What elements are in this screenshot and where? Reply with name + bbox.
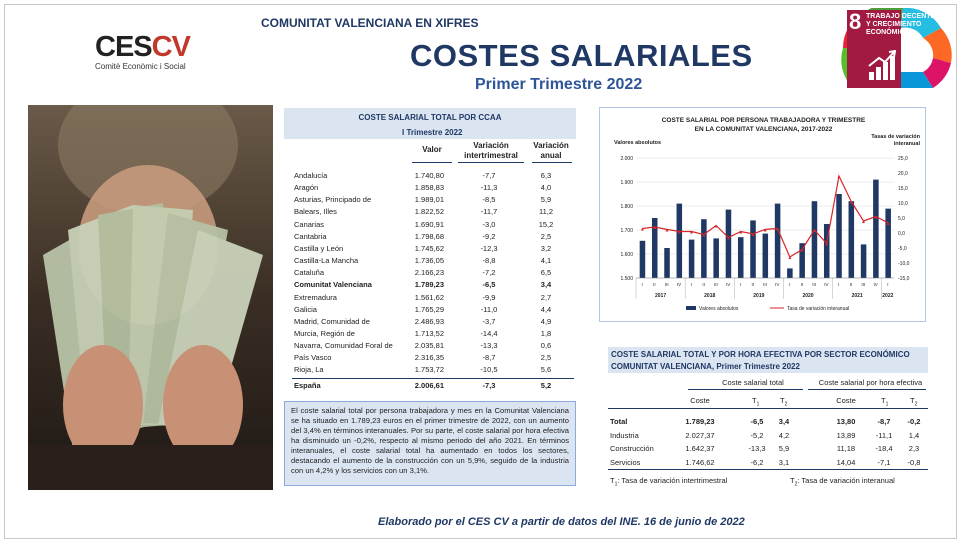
x-tick-label: III [812,282,817,287]
x-tick-label: II [702,282,705,287]
x-tick-label: IV [676,282,682,287]
sector-title-line1: COSTE SALARIAL TOTAL Y POR HORA EFECTIVA POR SECTOR ECONÓMICO [611,350,910,359]
sector-cell-name: Industria [610,430,639,440]
ccaa-row [294,183,574,195]
sector-cell-c2: 14,04 [836,457,856,467]
kicker: COMUNITAT VALENCIANA EN XIFRES [261,16,479,30]
y-tick-label: 1.500 [620,276,633,282]
ccaa-row [294,293,574,305]
ccaa-cell-name: Cantabria [294,231,327,241]
group-rule [808,389,926,390]
ccaa-cell-inter: -6,5 [482,280,496,290]
note-t2 [790,476,895,488]
chart-y2label-line2: interanual [893,141,920,147]
footer-credit: Elaborado por el CES CV a partir de datos del INE. 16 de junio de 2022 [378,516,745,528]
x-tick-label: III [861,282,866,287]
note-t2-text: : Tasa de variación interanual [797,476,895,485]
bar [640,241,646,278]
sector-cell-name: Construcción [610,444,654,453]
year-label: 2018 [704,293,716,299]
sector-col-coste-1: Coste [690,396,710,405]
y2-tick-label: 15,0 [898,186,908,192]
x-tick-label: III [763,282,767,287]
growth-chart-icon [867,50,897,82]
note-t1 [610,476,727,488]
ccaa-cell-valor: 1.822,52 [414,207,444,217]
rate-point: ▲ [664,227,670,234]
year-label: 2017 [655,293,667,299]
y2-tick-label: 0,0 [898,231,905,237]
rate-point: ▲ [639,226,645,233]
ccaa-cell-anual: 15,2 [538,219,554,229]
ccaa-cell-name: Canarias [294,219,325,229]
ccaa-cell-inter: -8,8 [482,256,496,266]
logo-text-ces: CES [95,31,152,63]
ccaa-cell-name: Murcia, Región de [294,328,355,338]
note-t1-letter: T [610,476,615,485]
ccaa-cell-inter: -14,4 [480,328,498,338]
ccaa-cell-name: Cataluña [294,268,325,278]
ccaa-row [294,353,574,365]
rate-point: ▲ [725,235,731,242]
ccaa-cell-inter: -3,0 [482,219,496,229]
t2-sub: 2 [784,401,788,408]
ccaa-row [294,171,574,183]
ccaa-cell-inter: -9,9 [482,292,496,302]
rate-point: ▲ [799,247,805,254]
ccaa-cell-valor: 1.765,29 [414,304,444,314]
sector-col-t2-2 [910,396,917,408]
bar [836,194,842,278]
rate-point: ▲ [824,241,830,248]
sector-cell-t1b: -11,1 [875,430,893,440]
rate-point: ▲ [811,228,817,234]
x-tick-label: II [751,282,754,287]
y2-tick-label: 5,0 [898,216,905,222]
y2-tick-label: -10,0 [898,261,910,267]
ccaa-cell-anual: 2,7 [540,292,552,302]
rate-point: ▲ [713,223,719,230]
bar [861,244,867,278]
ccaa-cell-inter: -11,7 [480,207,498,217]
ccaa-cell-name: Castilla y León [294,243,344,253]
legend-label: Valores absolutos [699,306,739,312]
header-rule [458,162,524,163]
ccaa-cell-valor: 1.989,01 [414,195,444,205]
chart-svg [600,108,927,323]
sector-cell-t1a: -6,5 [750,417,764,426]
y2-tick-label: 10,0 [898,201,908,207]
sector-cell-c2: 13,89 [836,430,856,440]
ccaa-cell-anual: 4,0 [540,183,552,193]
t1-sub: 1 [885,401,889,408]
logo-subtitle: Comitè Econòmic i Social [95,62,186,71]
ccaa-row [294,280,574,292]
col-var-inter-line1: Variación [473,141,509,150]
cescv-logo [95,31,190,71]
sector-cell-t2a: 4,2 [778,430,790,440]
ccaa-cell-inter: -3,7 [482,316,496,326]
sector-cell-t2b: -0,2 [907,417,921,426]
ccaa-row [294,207,574,219]
note-t1-text: : Tasa de variación intertrimestral [617,476,728,485]
bar [738,237,744,278]
note-t2-letter: T [790,476,795,485]
x-tick-label: I [838,282,840,287]
t1-letter: T [752,396,757,405]
x-tick-label: IV [726,282,731,287]
y-tick-label: 1.900 [620,180,633,186]
ccaa-cell-valor: 1.753,72 [414,365,444,375]
col-var-anual-line2: anual [540,151,562,160]
bar [812,201,818,278]
ccaa-cell-valor: 2.486,93 [414,316,444,326]
y2-tick-label: 25,0 [898,156,908,162]
ccaa-cell-name: Navarra, Comunidad Foral de [294,341,393,351]
sector-cell-t1b: -7,1 [877,457,891,467]
total-rule [292,378,574,379]
x-tick-label: I [690,282,692,287]
ccaa-cell-anual: 4,9 [540,316,552,326]
y-tick-label: 1.700 [620,228,633,234]
x-tick-label: I [887,282,889,287]
ccaa-cell-anual: 5,6 [540,365,552,375]
sector-table-title [608,347,928,373]
sector-cell-name: Servicios [610,457,641,467]
footer-rule [608,469,928,470]
ccaa-row [294,341,574,353]
group-rule [688,389,803,390]
sector-cell-t2b: -0,8 [907,457,921,467]
sector-cell-t1a: -5,2 [750,430,764,440]
ccaa-cell-name: Galicia [294,304,317,314]
ccaa-cell-anual: 2,5 [540,353,552,363]
sector-cell-t1b: -18,4 [875,444,893,453]
sector-cell-c1: 1.789,23 [685,417,715,426]
sector-cell-c2: 11,18 [836,444,856,453]
bar [775,204,781,278]
year-label: 2021 [851,293,863,299]
ccaa-row [294,244,574,256]
sector-cell-t1a: -13,3 [748,444,766,453]
t1-letter: T [881,396,886,405]
summary-text: El coste salarial total por persona trabajadora y mes en la Comunitat Valenciana se ha situado en 1.789,23 euros en el primer trimestre de 2022, con un aumento del 3,4% en términos interanuales. Por su parte, el coste salarial por hora efectiva ha disminuido un -0,2%, respecto al mismo periodo del año 2021. En términos interanuales, el coste salarial total ha aumentado en todos los sectores, destacando el aumento de la construcción con un 5,9%, seguido de la industria con un 4,2% y los servicios con un 3,1%. [284,401,576,486]
ccaa-cell-anual: 4,4 [540,304,552,314]
ccaa-cell-anual: 3,4 [540,280,552,290]
sdg-line-1: TRABAJO DECENTE [866,13,936,20]
ccaa-cell-inter: -13,3 [480,341,498,351]
ccaa-cell-inter: -11,0 [480,304,498,314]
x-tick-label: I [788,282,791,287]
x-tick-label: III [664,282,669,287]
y-tick-label: 2.000 [620,156,633,162]
t2-sub: 2 [914,401,918,408]
ccaa-cell-name: País Vasco [294,353,332,363]
t2-letter: T [910,396,915,405]
bar [726,210,732,278]
bar [750,220,756,278]
ccaa-row [294,305,574,317]
ccaa-table-title: COSTE SALARIAL TOTAL POR CCAA [358,113,502,122]
rate-point: ▲ [861,219,867,225]
ccaa-row [294,268,574,280]
sdg-line-3: ECONÓMICO [866,29,910,36]
ccaa-cell-name: Castilla-La Mancha [294,256,359,266]
page-title: COSTES SALARIALES [410,38,753,73]
ccaa-cell-inter: -8,7 [482,353,496,363]
col-var-anual [530,141,572,161]
ccaa-cell-name: Asturias, Principado de [294,195,372,205]
x-tick-label: I [641,282,643,287]
ccaa-cell-anual: 1,8 [540,328,552,338]
sector-cell-t1a: -6,2 [750,457,764,467]
chart-title-line2: EN LA COMUNITAT VALENCIANA, 2017-2022 [694,126,833,133]
header-rule [608,408,928,409]
infographic-page [4,4,957,539]
ccaa-cell-valor: 1.798,68 [414,231,444,241]
rate-point: ▲ [848,199,854,206]
bar [689,240,695,278]
y2-tick-label: -5,0 [898,246,907,252]
ccaa-row [294,329,574,341]
money-hands-photo [28,105,273,490]
ccaa-cell-valor: 2.006,61 [414,380,444,390]
x-tick-label: I [739,282,742,287]
ccaa-cell-inter: -9,2 [482,231,496,241]
ccaa-cell-name: España [294,380,321,390]
y-tick-label: 1.600 [620,252,633,258]
sector-col-t2-1 [780,396,787,408]
sector-table [608,347,928,492]
rate-point: ▲ [701,232,707,239]
chart-y2label-line1: Tasas de variación [871,134,920,140]
ccaa-table-header [284,108,576,139]
sector-cell-c1: 1.642,37 [685,444,715,453]
sector-title-line2: COMUNITAT VALENCIANA, Primer Trimestre 2022 [611,362,800,371]
sector-cell-c1: 2.027,37 [685,430,715,440]
group-header-total: Coste salarial total [722,378,784,387]
ccaa-cell-valor: 1.736,05 [414,256,444,266]
sector-cell-t2a: 3,1 [778,457,790,467]
ccaa-cell-name: Balears, Illes [294,207,337,217]
x-tick-label: II [800,282,804,287]
bar [763,234,769,278]
ccaa-cell-valor: 1.858,83 [414,183,444,193]
header-rule [412,162,452,163]
sector-cell-c1: 1.746,62 [685,457,715,467]
ccaa-cell-inter: -12,3 [480,243,498,253]
sector-cell-c2: 13,80 [836,417,856,426]
ccaa-cell-anual: 0,6 [540,341,552,351]
bar [713,238,719,278]
sdg-8-badge [823,8,955,88]
year-label: 2019 [753,293,765,299]
rate-point: ▲ [738,229,744,236]
rate-point: ▲ [836,174,842,180]
bar [701,219,707,278]
sdg-number: 8 [849,9,862,34]
rate-point: ▲ [775,226,781,233]
x-tick-label: IV [775,282,780,287]
bar [677,204,683,278]
x-tick-label: IV [873,282,878,287]
x-tick-label: III [713,282,718,287]
sector-cell-t2b: 1,4 [908,430,920,440]
ccaa-cell-valor: 2.316,35 [414,353,444,363]
chart-panel [599,107,926,322]
ccaa-row [294,256,574,268]
sector-cell-t2a: 3,4 [778,417,790,426]
ccaa-row [294,381,574,393]
ccaa-table-period: I Trimestre 2022 [402,128,463,137]
rate-point: ▲ [750,231,756,238]
ccaa-cell-valor: 1.690,91 [414,219,444,229]
x-tick-label: II [849,282,853,287]
ccaa-cell-inter: -7,2 [482,268,496,278]
bar [885,209,891,278]
ccaa-cell-name: Comunitat Valenciana [294,280,372,290]
ccaa-cell-anual: 6,3 [540,171,552,180]
y2-tick-label: 20,0 [898,171,908,177]
col-var-inter-line2: intertrimestral [464,151,518,160]
ccaa-cell-name: Rioja, La [294,365,324,375]
ccaa-cell-valor: 1.713,52 [414,328,444,338]
sector-col-t1-1 [752,396,759,408]
rate-point: ▲ [762,227,768,234]
ccaa-row [294,195,574,207]
sector-col-t1-2 [881,396,888,408]
ccaa-cell-valor: 2.166,23 [414,268,444,278]
ccaa-row [294,317,574,329]
ccaa-cell-anual: 3,2 [540,243,552,253]
logo-text-cv: CV [151,31,190,63]
rate-point: ▲ [689,229,695,236]
ccaa-cell-anual: 2,5 [540,231,552,241]
rate-point: ▲ [787,255,793,261]
bar [873,180,879,278]
ccaa-cell-name: Aragón [294,183,319,193]
ccaa-cell-name: Madrid, Comunidad de [294,316,370,326]
group-header-hour: Coste salarial por hora efectiva [818,378,923,387]
sector-cell-t2b: 2,3 [908,444,920,453]
ccaa-cell-anual: 4,1 [540,256,552,266]
sector-cell-t2a: 5,9 [778,444,790,453]
x-tick-label: II [653,282,656,287]
ccaa-cell-name: Andalucía [294,171,328,180]
bar [849,201,855,278]
col-var-inter [456,141,526,161]
note-t2-sub: 2 [794,481,798,488]
note-t1-sub: 1 [614,481,618,488]
x-tick-label: IV [824,282,829,287]
ccaa-cell-inter: -7,7 [482,171,496,180]
t2-letter: T [780,396,785,405]
rate-point: ▲ [676,229,682,236]
ccaa-cell-inter: -7,3 [482,380,496,390]
ccaa-cell-valor: 1.561,62 [414,292,444,302]
ccaa-cell-valor: 1.740,80 [414,171,444,180]
year-label: 2020 [802,293,814,299]
ccaa-table [284,108,576,398]
bar [664,248,670,278]
ccaa-cell-anual: 11,2 [538,207,554,217]
year-label: 2022 [882,293,894,299]
ccaa-cell-anual: 6,5 [540,268,552,278]
ccaa-cell-inter: -11,3 [480,183,498,193]
ccaa-cell-inter: -8,5 [482,195,496,205]
t1-sub: 1 [756,401,760,408]
ccaa-cell-anual: 5,2 [540,380,552,390]
header-rule [532,162,572,163]
ccaa-cell-name: Extremadura [294,292,337,302]
ccaa-cell-valor: 1.789,23 [414,280,444,290]
sector-col-coste-2: Coste [836,396,856,405]
chart-title-line1: COSTE SALARIAL POR PERSONA TRABAJADORA Y TRIMESTRE [661,117,866,124]
chart-ylabel: Valores absolutos [614,140,662,146]
ccaa-row [294,220,574,232]
sector-cell-t1b: -8,7 [877,417,891,426]
sdg-line-2: Y CRECIMIENTO [866,21,922,28]
y-tick-label: 1.800 [620,204,633,210]
ccaa-row [294,365,574,377]
ccaa-cell-anual: 5,9 [540,195,552,205]
ccaa-cell-valor: 2.035,81 [414,341,444,351]
col-var-anual-line1: Variación [533,141,569,150]
y2-tick-label: -15,0 [898,276,910,282]
col-valor: Valor [422,145,442,154]
legend-label: Tasa de variación interanual [787,306,850,312]
bar [787,268,793,278]
page-subtitle: Primer Trimestre 2022 [475,76,643,93]
ccaa-cell-inter: -10,5 [480,365,498,375]
rate-point: ▲ [652,225,658,231]
rate-point: ▲ [873,214,879,221]
rate-point: ▲ [885,220,891,227]
ccaa-cell-valor: 1.745,62 [414,243,444,253]
ccaa-row [294,232,574,244]
sector-cell-name: Total [610,417,628,426]
legend-bar-swatch [686,306,696,310]
